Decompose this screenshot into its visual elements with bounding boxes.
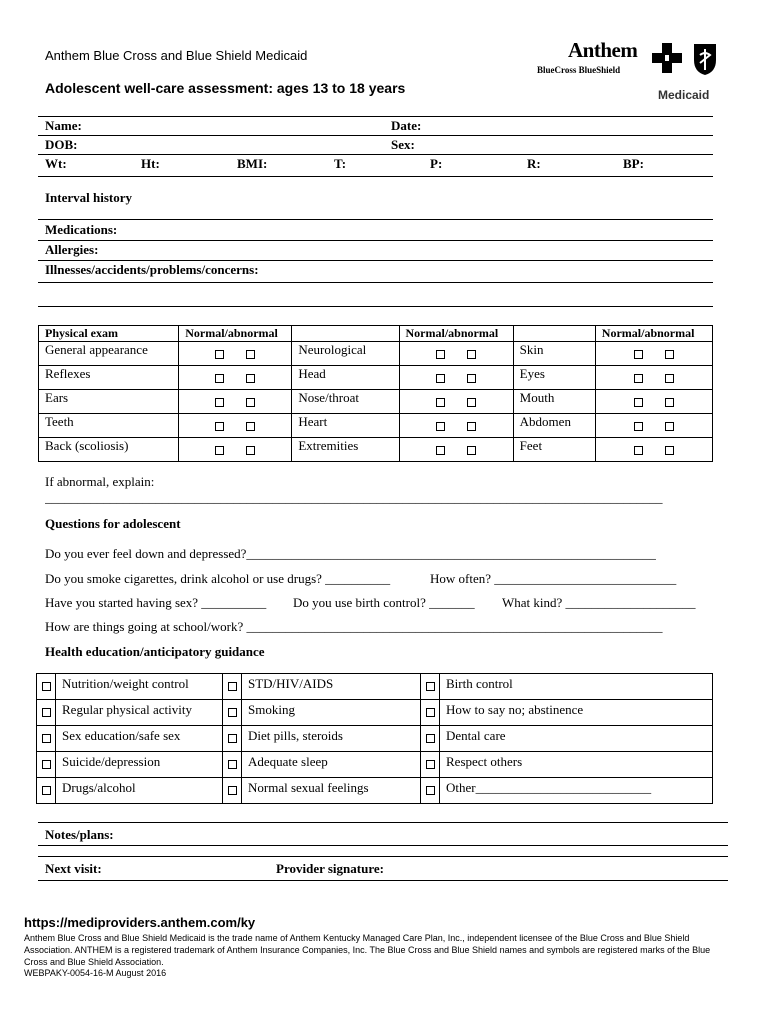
- normal-checkbox[interactable]: [215, 374, 224, 383]
- normal-checkbox[interactable]: [634, 350, 643, 359]
- table-row: [37, 674, 713, 700]
- guidance-item: Regular physical activity: [56, 700, 223, 726]
- guidance-item: Smoking: [242, 700, 421, 726]
- physical-exam-table: [38, 325, 713, 462]
- pe-item: Skin: [513, 342, 595, 366]
- normal-checkbox[interactable]: [436, 350, 445, 359]
- question-what-kind[interactable]: What kind? ____________________: [502, 595, 696, 610]
- normal-checkbox[interactable]: [215, 446, 224, 455]
- guidance-checkbox[interactable]: [42, 708, 51, 717]
- health-education-heading: Health education/anticipatory guidance: [45, 644, 265, 659]
- question-sex[interactable]: Have you started having sex? __________: [45, 595, 267, 610]
- dob-label: DOB:: [45, 137, 78, 152]
- abnormal-checkbox[interactable]: [665, 446, 674, 455]
- question-depressed[interactable]: Do you ever feel down and depressed?_______________________________________________________________: [45, 546, 656, 561]
- guidance-checkbox[interactable]: [42, 682, 51, 691]
- pe-header: Normal/abnormal: [399, 326, 513, 342]
- pe-item: Nose/throat: [292, 390, 399, 414]
- normal-checkbox[interactable]: [634, 422, 643, 431]
- pe-item: Teeth: [39, 414, 179, 438]
- temperature-label: T:: [334, 156, 347, 171]
- footer-code: WEBPAKY-0054-16-M August 2016: [24, 968, 167, 978]
- guidance-checkbox[interactable]: [426, 734, 435, 743]
- abnormal-checkbox[interactable]: [467, 350, 476, 359]
- question-substances[interactable]: Do you smoke cigarettes, drink alcohol or use drugs? __________: [45, 571, 391, 586]
- cross-shield-icon: [652, 42, 722, 76]
- respiration-label: R:: [527, 156, 541, 171]
- guidance-item: Normal sexual feelings: [242, 778, 421, 804]
- questions-heading: Questions for adolescent: [45, 516, 181, 531]
- normal-checkbox[interactable]: [436, 374, 445, 383]
- normal-checkbox[interactable]: [215, 398, 224, 407]
- name-label: Name:: [45, 118, 82, 133]
- date-label: Date:: [391, 118, 422, 133]
- guidance-item: How to say no; abstinence: [440, 700, 713, 726]
- guidance-item: Respect others: [440, 752, 713, 778]
- question-school-work[interactable]: How are things going at school/work? ________________________________________________________________: [45, 619, 663, 634]
- pe-item: Heart: [292, 414, 399, 438]
- form-title: Adolescent well-care assessment: ages 13 to 18 years: [45, 80, 406, 96]
- pe-header: [292, 326, 399, 342]
- pulse-label: P:: [430, 156, 443, 171]
- normal-checkbox[interactable]: [215, 422, 224, 431]
- anthem-logo: [536, 38, 726, 108]
- health-education-table: [36, 673, 713, 804]
- abnormal-checkbox[interactable]: [246, 446, 255, 455]
- guidance-item: Suicide/depression: [56, 752, 223, 778]
- normal-checkbox[interactable]: [436, 422, 445, 431]
- logo-program: Medicaid: [658, 88, 710, 102]
- abnormal-checkbox[interactable]: [246, 398, 255, 407]
- question-how-often[interactable]: How often? ____________________________: [430, 571, 677, 586]
- pe-item: Reflexes: [39, 366, 179, 390]
- abnormal-checkbox[interactable]: [665, 350, 674, 359]
- bmi-label: BMI:: [237, 156, 268, 171]
- normal-checkbox[interactable]: [634, 446, 643, 455]
- guidance-item: Birth control: [440, 674, 713, 700]
- guidance-item: Diet pills, steroids: [242, 726, 421, 752]
- guidance-checkbox[interactable]: [228, 760, 237, 769]
- guidance-item: Dental care: [440, 726, 713, 752]
- normal-checkbox[interactable]: [215, 350, 224, 359]
- guidance-item: STD/HIV/AIDS: [242, 674, 421, 700]
- medications-label: Medications:: [45, 222, 118, 237]
- guidance-checkbox[interactable]: [42, 734, 51, 743]
- pe-item: Abdomen: [513, 414, 595, 438]
- guidance-checkbox[interactable]: [228, 734, 237, 743]
- allergies-label: Allergies:: [45, 242, 99, 257]
- table-row: [39, 366, 713, 390]
- pe-header: Normal/abnormal: [179, 326, 292, 342]
- guidance-checkbox[interactable]: [228, 682, 237, 691]
- pe-item: Neurological: [292, 342, 399, 366]
- pe-header: Normal/abnormal: [595, 326, 712, 342]
- footer-legal: Anthem Blue Cross and Blue Shield Medicaid is the trade name of Anthem Kentucky Managed Care Plan, Inc., independent licensee of the Blue Cross and Blue Shield Association. ANTHEM is a registered trademark of Anthem Insurance Companies, Inc. The Blue Cross and Blue Shield names and symbols are registered marks of the Blue Cross and Blue Shield Association.: [24, 933, 711, 967]
- guidance-checkbox[interactable]: [42, 760, 51, 769]
- abnormal-explain-line[interactable]: _______________________________________________________________________________________________: [45, 490, 663, 505]
- abnormal-checkbox[interactable]: [467, 446, 476, 455]
- table-row: [37, 778, 713, 804]
- pe-item: Eyes: [513, 366, 595, 390]
- guidance-item: Adequate sleep: [242, 752, 421, 778]
- bp-label: BP:: [623, 156, 644, 171]
- normal-checkbox[interactable]: [436, 398, 445, 407]
- guidance-checkbox[interactable]: [426, 682, 435, 691]
- abnormal-checkbox[interactable]: [665, 398, 674, 407]
- pe-header: [513, 326, 595, 342]
- abnormal-checkbox[interactable]: [246, 374, 255, 383]
- pe-item: Head: [292, 366, 399, 390]
- pe-item: General appearance: [39, 342, 179, 366]
- abnormal-checkbox[interactable]: [246, 350, 255, 359]
- guidance-checkbox[interactable]: [426, 786, 435, 795]
- notes-label: Notes/plans:: [45, 827, 114, 842]
- normal-checkbox[interactable]: [634, 398, 643, 407]
- logo-wordmark: Anthem: [568, 38, 638, 62]
- org-name: Anthem Blue Cross and Blue Shield Medicaid: [45, 48, 308, 63]
- pe-item: Mouth: [513, 390, 595, 414]
- guidance-checkbox[interactable]: [228, 708, 237, 717]
- guidance-checkbox[interactable]: [228, 786, 237, 795]
- abnormal-checkbox[interactable]: [246, 422, 255, 431]
- table-row: [39, 342, 713, 366]
- guidance-checkbox[interactable]: [426, 760, 435, 769]
- table-row: [37, 752, 713, 778]
- sex-label: Sex:: [391, 137, 415, 152]
- abnormal-checkbox[interactable]: [665, 374, 674, 383]
- pe-item: Back (scoliosis): [39, 438, 179, 462]
- abnormal-explain-label: If abnormal, explain:: [45, 474, 155, 489]
- normal-checkbox[interactable]: [436, 446, 445, 455]
- guidance-item: Other___________________________: [440, 778, 713, 804]
- guidance-item: Drugs/alcohol: [56, 778, 223, 804]
- table-row: [39, 414, 713, 438]
- pe-item: Feet: [513, 438, 595, 462]
- next-visit-label: Next visit:: [45, 861, 102, 876]
- guidance-item: Nutrition/weight control: [56, 674, 223, 700]
- table-row: [37, 700, 713, 726]
- pe-item: Extremities: [292, 438, 399, 462]
- table-row: [39, 438, 713, 462]
- guidance-checkbox[interactable]: [42, 786, 51, 795]
- question-birth-control[interactable]: Do you use birth control? _______: [293, 595, 475, 610]
- table-row: [37, 726, 713, 752]
- height-label: Ht:: [141, 156, 160, 171]
- weight-label: Wt:: [45, 156, 67, 171]
- normal-checkbox[interactable]: [634, 374, 643, 383]
- abnormal-checkbox[interactable]: [467, 422, 476, 431]
- provider-signature-label: Provider signature:: [276, 861, 384, 876]
- abnormal-checkbox[interactable]: [467, 374, 476, 383]
- guidance-checkbox[interactable]: [426, 708, 435, 717]
- pe-header: Physical exam: [39, 326, 179, 342]
- abnormal-checkbox[interactable]: [467, 398, 476, 407]
- interval-history-label: Interval history: [45, 190, 133, 205]
- pe-item: Ears: [39, 390, 179, 414]
- logo-sub: BlueCross BlueShield: [537, 65, 621, 75]
- abnormal-checkbox[interactable]: [665, 422, 674, 431]
- table-row: [39, 390, 713, 414]
- illnesses-label: Illnesses/accidents/problems/concerns:: [45, 262, 259, 277]
- guidance-item: Sex education/safe sex: [56, 726, 223, 752]
- footer-url[interactable]: https://mediproviders.anthem.com/ky: [24, 915, 256, 930]
